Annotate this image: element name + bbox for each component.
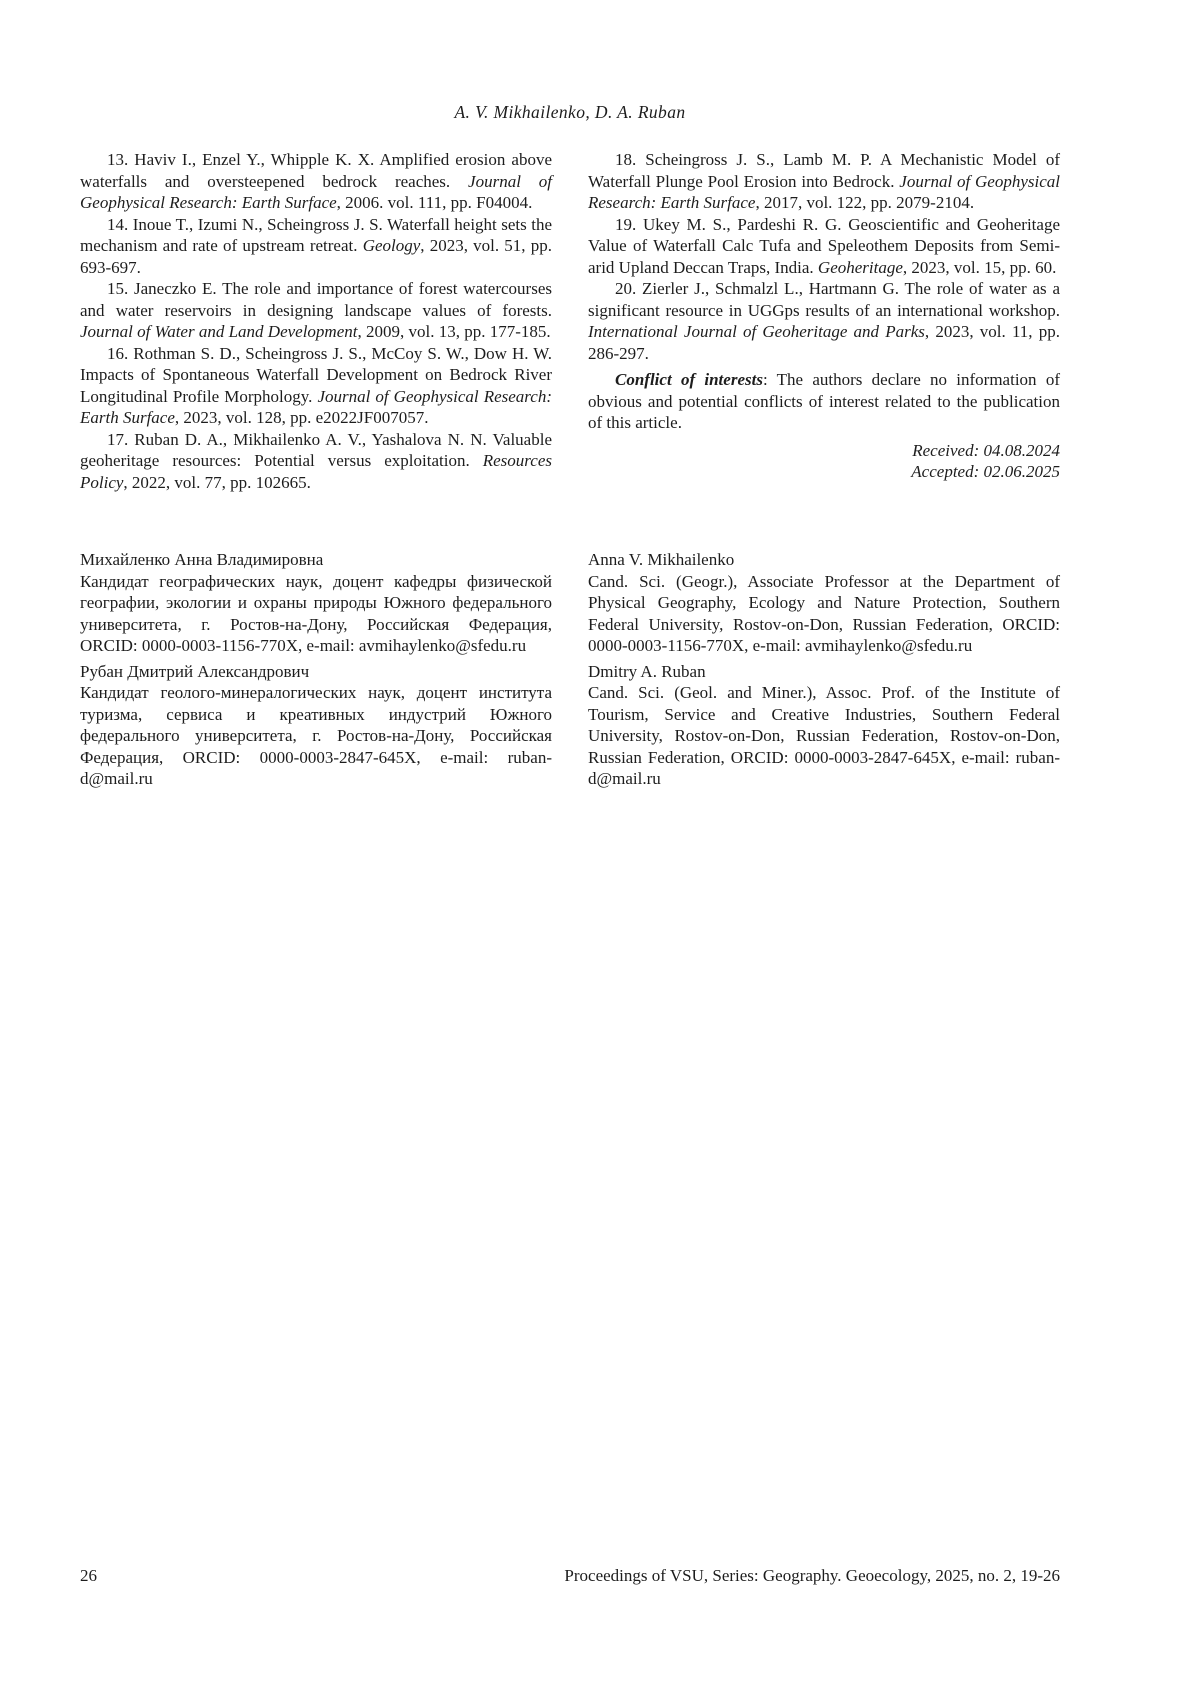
conflict-of-interests-label: Conflict of interests bbox=[615, 370, 763, 389]
reference-source: Journal of Geophysical Research: Earth Surface bbox=[80, 171, 552, 212]
reference-source: Geoheritage bbox=[817, 257, 903, 277]
author-bios-english-column bbox=[588, 549, 1060, 794]
accepted-date: Accepted: 02.06.2025 bbox=[911, 462, 1060, 481]
reference-item-20 bbox=[588, 278, 1060, 364]
reference-text: , 2006. vol. 111, pp. F04004. bbox=[336, 193, 533, 212]
author-bio-text: Кандидат геолого-минералогических наук, доцент института туризма, сервиса и креативных индустрий Южного федерального университета, г. Ростов-на-Дону, Российская Федерация, ORCID: 0000-0003-2847-645X, e-mail: ruban-d@mail.ru bbox=[80, 683, 552, 788]
reference-item-15 bbox=[80, 278, 552, 343]
author-bio-english-mikhailenko bbox=[588, 549, 1060, 657]
page-footer bbox=[80, 1565, 1060, 1586]
references-section bbox=[80, 149, 1060, 493]
author-name: Dmitry A. Ruban bbox=[588, 661, 706, 681]
reference-source: Journal of Water and Land Development bbox=[80, 322, 358, 341]
author-bio-russian-mikhailenko bbox=[80, 549, 552, 657]
reference-item-13 bbox=[80, 149, 552, 214]
reference-item-16 bbox=[80, 343, 552, 429]
reference-text: , 2023, vol. 51, pp. 693-697. bbox=[80, 236, 552, 277]
reference-text: 14. Inoue T., Izumi N., Scheingross J. S. Waterfall height sets the mechanism and rate of upstream retreat. bbox=[80, 214, 552, 255]
author-bio-text: Кандидат географических наук, доцент кафедры физической географии, экологии и охраны природы Южного федерального университета, г. Ростов-на-Дону, Российская Федерация, ORCID: 0000-0003-1156-770X, e-mail: avmihaylenko@sfedu.ru bbox=[80, 571, 552, 655]
conflict-of-interests-statement bbox=[588, 369, 1060, 434]
reference-source: Geology bbox=[362, 236, 421, 255]
reference-text: 16. Rothman S. D., Scheingross J. S., McCoy S. W., Dow H. W. Impacts of Spontaneous Waterfall Development on Bedrock River Longitudinal Profile Morphology. bbox=[80, 343, 552, 406]
reference-text: 20. Zierler J., Schmalzl L., Hartmann G. The role of water as a significant resource in UGGps results of an international workshop. bbox=[588, 279, 1060, 320]
reference-text: , 2022, vol. 77, pp. 102665. bbox=[123, 472, 311, 492]
reference-text: , 2023, vol. 128, pp. e2022JF007057. bbox=[174, 408, 429, 427]
reference-item-19 bbox=[588, 214, 1060, 279]
reference-source: Journal of Geophysical Research: Earth Surface bbox=[80, 386, 552, 427]
journal-citation: Proceedings of VSU, Series: Geography. Geoecology, 2025, no. 2, 19-26 bbox=[564, 1566, 1060, 1585]
running-head: A. V. Mikhailenko, D. A. Ruban bbox=[454, 102, 686, 122]
reference-source: Journal of Geophysical Research: Earth Surface bbox=[588, 171, 1060, 212]
author-bio-russian-ruban bbox=[80, 661, 552, 790]
received-date: Received: 04.08.2024 bbox=[912, 440, 1060, 460]
author-bios-section bbox=[80, 549, 1060, 794]
reference-item-18 bbox=[588, 149, 1060, 214]
author-name: Anna V. Mikhailenko bbox=[588, 550, 735, 569]
page-number: 26 bbox=[80, 1566, 97, 1585]
author-name: Михайленко Анна Владимировна bbox=[80, 550, 324, 569]
reference-text: , 2009, vol. 13, pp. 177-185. bbox=[357, 322, 551, 341]
reference-text: 13. Haviv I., Enzel Y., Whipple K. X. Amplified erosion above waterfalls and oversteepened bedrock reaches. bbox=[80, 150, 552, 191]
conflict-of-interests-text: : The authors declare no information of obvious and potential conflicts of interest related to the publication of this article. bbox=[588, 370, 1060, 432]
author-name: Рубан Дмитрий Александрович bbox=[80, 661, 310, 681]
reference-text: , 2023, vol. 15, pp. 60. bbox=[902, 257, 1057, 277]
reference-text: 15. Janeczko E. The role and importance of forest watercourses and water reservoirs in designing landscape values of forests. bbox=[80, 279, 552, 320]
reference-text: 17. Ruban D. A., Mikhailenko A. V., Yashalova N. N. Valuable geoheritage resources: Potential versus exploitation. bbox=[80, 429, 552, 470]
reference-text: , 2017, vol. 122, pp. 2079-2104. bbox=[755, 193, 975, 212]
author-bios-russian-column bbox=[80, 549, 552, 794]
reference-item-17 bbox=[80, 429, 552, 494]
reference-item-14 bbox=[80, 214, 552, 279]
author-bio-text: Cand. Sci. (Geol. and Miner.), Assoc. Prof. of the Institute of Tourism, Service and Creative Industries, Southern Federal University, Rostov-on-Don, Russian Federation, Rostov-on-Don, Russian Federation, ORCID: 0000-0003-2847-645X, e-mail: ruban-d@mail.ru bbox=[588, 683, 1060, 788]
reference-text: 18. Scheingross J. S., Lamb M. P. A Mechanistic Model of Waterfall Plunge Pool Erosion into Bedrock. bbox=[588, 150, 1060, 191]
references-right-column bbox=[588, 149, 1060, 493]
reference-text: 19. Ukey M. S., Pardeshi R. G. Geoscientific and Geoheritage Value of Waterfall Calc Tufa and Speleothem Deposits from Semi-arid Upland Deccan Traps, India. bbox=[588, 214, 1060, 277]
author-bio-text: Cand. Sci. (Geogr.), Associate Professor at the Department of Physical Geography, Ecology and Nature Protection, Southern Federal University, Rostov-on-Don, Russian Federation, ORCID: 0000-0003-1156-770X, e-mail: avmihaylenko@sfedu.ru bbox=[588, 571, 1060, 655]
references-left-column bbox=[80, 149, 552, 493]
reference-text: , 2023, vol. 11, pp. 286-297. bbox=[588, 322, 1060, 363]
author-bio-english-ruban bbox=[588, 661, 1060, 790]
reference-source: International Journal of Geoheritage and Parks bbox=[588, 322, 925, 341]
reference-source: Resources Policy bbox=[80, 451, 552, 492]
